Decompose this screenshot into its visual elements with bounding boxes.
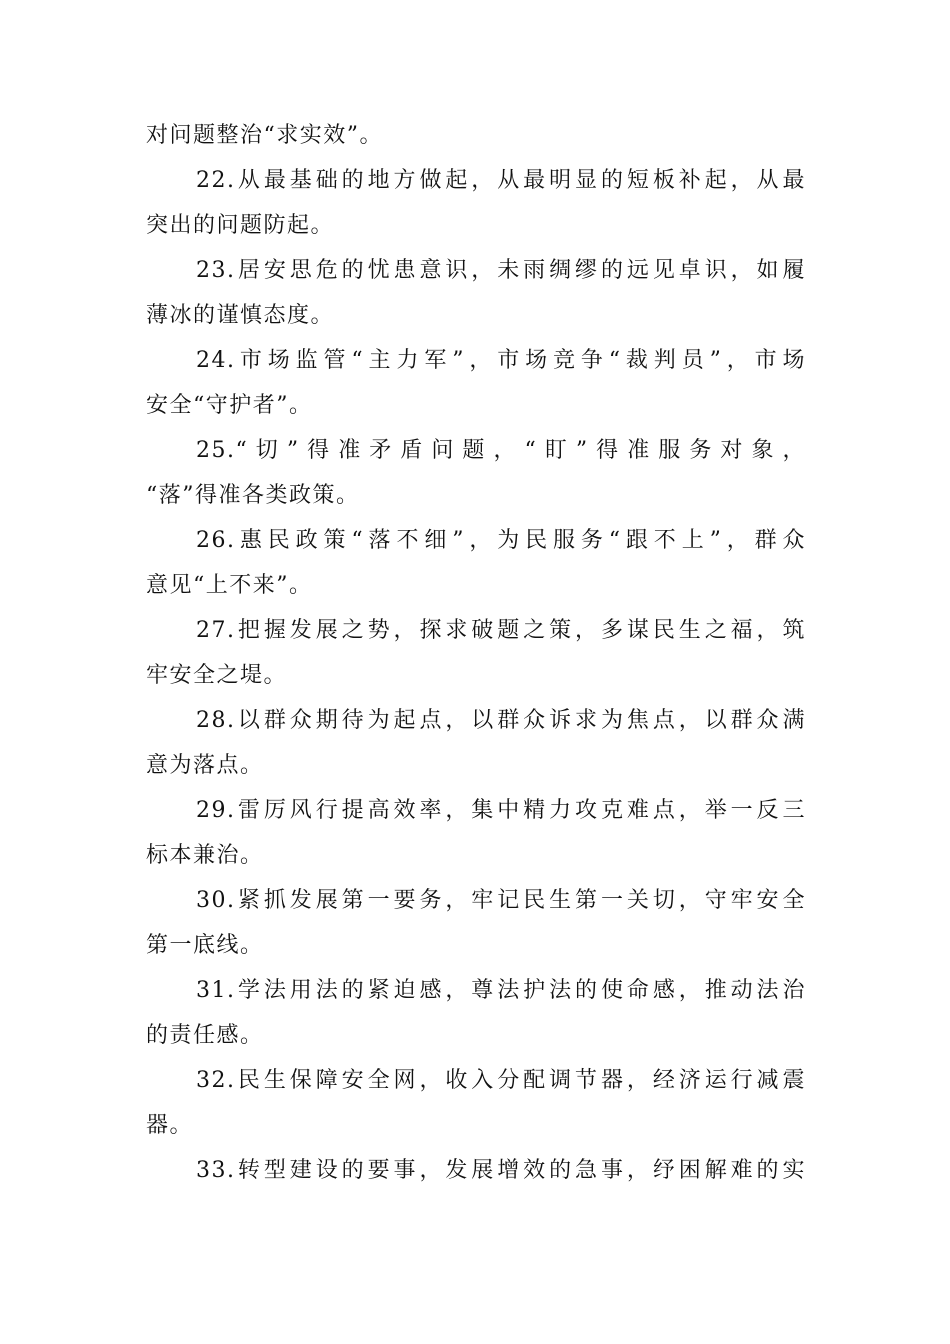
item-31-line-1: 31.学法用法的紧迫感，尊法护法的使命感，推动法治 xyxy=(196,978,806,1003)
item-32-line-2: 器。 xyxy=(146,1113,194,1138)
item-32-line-1: 32.民生保障安全网，收入分配调节器，经济运行减震 xyxy=(196,1068,806,1093)
item-31-line-2: 的责任感。 xyxy=(146,1023,264,1048)
item-22-line-2: 突出的问题防起。 xyxy=(146,213,335,238)
item-26-line-2: 意见“上不来”。 xyxy=(146,573,313,598)
item-27-line-1: 27.把握发展之势，探求破题之策，多谋民生之福，筑 xyxy=(196,618,806,643)
item-28-line-2: 意为落点。 xyxy=(146,753,264,778)
item-23-line-1: 23.居安思危的忧患意识，未雨绸缪的远见卓识，如履 xyxy=(196,258,806,283)
item-30-line-2: 第一底线。 xyxy=(146,933,264,958)
text-line-1: 对问题整治“求实效”。 xyxy=(146,123,383,148)
item-24-line-2: 安全“守护者”。 xyxy=(146,393,313,418)
item-28-line-1: 28.以群众期待为起点，以群众诉求为焦点，以群众满 xyxy=(196,708,806,733)
item-30-line-1: 30.紧抓发展第一要务，牢记民生第一关切，守牢安全 xyxy=(196,888,806,913)
item-22-line-1: 22.从最基础的地方做起，从最明显的短板补起，从最 xyxy=(196,168,806,193)
item-27-line-2: 牢安全之堤。 xyxy=(146,663,288,688)
item-29-line-1: 29.雷厉风行提高效率，集中精力攻克难点，举一反三 xyxy=(196,798,806,823)
item-24-line-1: 24.市场监管“主力军”，市场竞争“裁判员”，市场 xyxy=(196,348,806,373)
item-25-line-1: 25.“切”得准矛盾问题，“盯”得准服务对象， xyxy=(196,438,806,463)
item-29-line-2: 标本兼治。 xyxy=(146,843,264,868)
item-25-line-2: “落”得准各类政策。 xyxy=(146,483,360,508)
item-23-line-2: 薄冰的谨慎态度。 xyxy=(146,303,335,328)
item-33-line-1: 33.转型建设的要事，发展增效的急事，纾困解难的实 xyxy=(196,1158,806,1183)
item-26-line-1: 26.惠民政策“落不细”，为民服务“跟不上”，群众 xyxy=(196,528,806,553)
document-body xyxy=(146,113,806,1193)
